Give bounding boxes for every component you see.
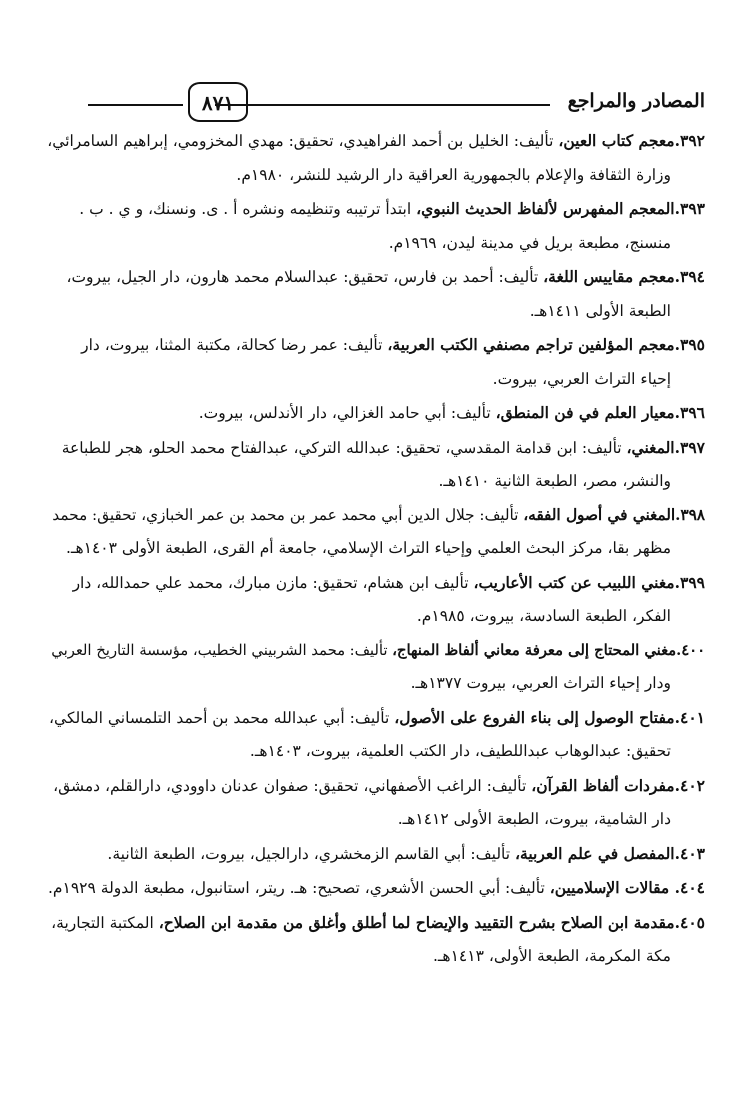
entry-title: .معجم كتاب العين، xyxy=(558,131,681,150)
entry-number: ٣٩٣ xyxy=(680,199,705,218)
entry-number: ٤٠٤ xyxy=(680,878,705,897)
bibliography-entry xyxy=(48,769,705,837)
entry-title: .المغني في أصول الفقه، xyxy=(523,505,681,524)
entry-title: .معجم المؤلفين تراجم مصنفي الكتب العربية، xyxy=(387,335,681,354)
entry-first-line xyxy=(48,701,705,736)
entry-continuation: تحقيق: عبدالوهاب عبداللطيف، دار الكتب العلمية، بيروت، ١٤٠٣هـ. xyxy=(249,742,671,760)
entry-text: تأليف: أبي القاسم الزمخشري، دارالجيل، بيروت، الطبعة الثانية. xyxy=(107,844,516,863)
bibliography-entry xyxy=(48,192,705,260)
entry-continuation: الطبعة الأولى ١٤١١هـ. xyxy=(529,301,671,320)
entry-text: تأليف: أبي حامد الغزالي، دار الأندلس، بيروت. xyxy=(198,404,496,422)
bibliography-entry xyxy=(48,396,705,431)
entry-text: تأليف: محمد الشربيني الخطيب، مؤسسة التاريخ العربي xyxy=(51,641,393,659)
entry-first-line xyxy=(48,906,705,941)
entry-first-line xyxy=(48,634,705,668)
entry-text: تأليف: أبي عبدالله محمد بن أحمد التلمساني المالكي، xyxy=(49,708,395,727)
bibliography-entry xyxy=(48,837,705,872)
entry-number: ٣٩٥ xyxy=(680,335,705,354)
bibliography-entry xyxy=(48,431,705,499)
entry-text: تأليف: أحمد بن فارس، تحقيق: عبدالسلام محمد هارون، دار الجيل، بيروت، xyxy=(66,268,544,286)
entry-text: تأليف: الخليل بن أحمد الفراهيدي، تحقيق: مهدي المخزومي، إبراهيم السامرائي، xyxy=(47,132,559,150)
bibliography-entry xyxy=(48,566,705,634)
entry-first-line xyxy=(48,871,705,906)
entry-number: ٤٠٣ xyxy=(680,843,705,863)
entry-title: .المعجم المفهرس لألفاظ الحديث النبوي، xyxy=(416,199,681,218)
page-number-badge: ٨٧١ xyxy=(188,82,248,122)
entry-text: تأليف: أبي الحسن الأشعري، تصحيح: هـ. ريتر، استانبول، مطبعة الدولة ١٩٢٩م. xyxy=(47,879,550,897)
bibliography-entry xyxy=(48,499,705,566)
bibliography-entry xyxy=(48,260,705,328)
entry-first-line xyxy=(48,396,705,431)
entry-number: ٤٠١ xyxy=(680,707,705,727)
entry-number: ٤٠٢ xyxy=(680,775,705,795)
bibliography-entry xyxy=(48,701,705,769)
entry-text: تأليف: ابن قدامة المقدسي، تحقيق: عبدالله التركي، عبدالفتاح محمد الحلو، هجر للطباعة xyxy=(61,438,627,457)
entry-text: تأليف: عمر رضا كحالة، مكتبة المثنا، بيروت، دار xyxy=(81,336,388,354)
entry-continuation: دار الشامية، بيروت، الطبعة الأولى ١٤١٢هـ. xyxy=(397,810,671,828)
entry-number: ٤٠٥ xyxy=(680,912,705,932)
entry-first-line xyxy=(48,328,705,363)
entry-title: . مقالات الإسلاميين، xyxy=(549,878,681,897)
entry-number: ٣٩٧ xyxy=(680,437,705,457)
bibliography-entry xyxy=(48,328,705,396)
bibliography-list xyxy=(48,124,705,974)
entry-text: تأليف ابن هشام، تحقيق: مازن مبارك، محمد علي حمدالله، دار xyxy=(72,573,474,592)
header-rule-right xyxy=(215,104,550,106)
entry-title: .مغني المحتاج إلى معرفة معاني ألفاظ المنهاج، xyxy=(392,641,682,659)
entry-first-line xyxy=(48,124,705,159)
entry-title: .مغني اللبيب عن كتب الأعاريب، xyxy=(473,572,681,592)
entry-title: .المغني، xyxy=(626,437,681,457)
entry-first-line xyxy=(48,769,705,804)
page-header xyxy=(88,82,705,122)
entry-number: ٤٠٠ xyxy=(681,641,705,659)
entry-continuation: وزارة الثقافة والإعلام بالجمهورية العراقية دار الرشيد للنشر، ١٩٨٠م. xyxy=(236,165,671,184)
entry-number: ٣٩٤ xyxy=(680,267,705,286)
entry-first-line xyxy=(48,837,705,872)
entry-continuation: منسنج، مطبعة بريل في مدينة ليدن، ١٩٦٩م. xyxy=(388,233,671,252)
bibliography-entry xyxy=(48,124,705,192)
entry-continuation: ودار إحياء التراث العربي، بيروت ١٣٧٧هـ. xyxy=(410,674,671,692)
entry-first-line xyxy=(48,431,705,466)
entry-title: .المفصل في علم العربية، xyxy=(515,843,681,863)
entry-number: ٣٩٨ xyxy=(680,505,705,524)
entry-text: تأليف: جلال الدين أبي محمد عمر بن محمد بن عمر الخبازي، تحقيق: محمد xyxy=(52,505,524,524)
entry-continuation: مظهر بقا، مركز البحث العلمي وإحياء التراث الإسلامي، جامعة أم القرى، الطبعة الأولى ١٤٠٣هـ. xyxy=(65,539,671,557)
bibliography-entry xyxy=(48,634,705,701)
header-title: المصادر والمراجع xyxy=(567,90,705,112)
entry-number: ٣٩٦ xyxy=(680,403,705,422)
entry-number: ٣٩٩ xyxy=(680,572,705,592)
entry-first-line xyxy=(48,192,705,227)
entry-continuation: مكة المكرمة، الطبعة الأولى، ١٤١٣هـ. xyxy=(432,947,671,965)
entry-number: ٣٩٢ xyxy=(680,131,705,150)
entry-continuation: إحياء التراث العربي، بيروت. xyxy=(492,369,671,388)
entry-title: .معيار العلم في فن المنطق، xyxy=(495,403,681,422)
entry-continuation: والنشر، مصر، الطبعة الثانية ١٤١٠هـ. xyxy=(438,472,671,490)
entry-text: تأليف: الراغب الأصفهاني، تحقيق: صفوان عدنان داوودي، دارالقلم، دمشق، xyxy=(53,776,532,795)
entry-continuation: الفكر، الطبعة السادسة، بيروت، ١٩٨٥م. xyxy=(416,607,671,625)
entry-title: .مفتاح الوصول إلى بناء الفروع على الأصول، xyxy=(394,707,681,727)
entry-first-line xyxy=(48,260,705,295)
bibliography-entry xyxy=(48,871,705,906)
entry-title: .معجم مقاييس اللغة، xyxy=(543,267,681,286)
entry-title: .مقدمة ابن الصلاح بشرح التقييد والإيضاح لما أطلق وأغلق من مقدمة ابن الصلاح، xyxy=(158,912,681,932)
entry-first-line xyxy=(48,499,705,533)
entry-first-line xyxy=(48,566,705,601)
bibliography-entry xyxy=(48,906,705,974)
entry-text: المكتبة التجارية، xyxy=(51,913,159,932)
entry-text: ابتدأ ترتيبه وتنظيمه ونشره أ . ى. ونسنك، و ي . ب . xyxy=(79,200,417,218)
entry-title: .مفردات ألفاظ القرآن، xyxy=(531,775,681,795)
header-rule-left xyxy=(88,104,183,106)
